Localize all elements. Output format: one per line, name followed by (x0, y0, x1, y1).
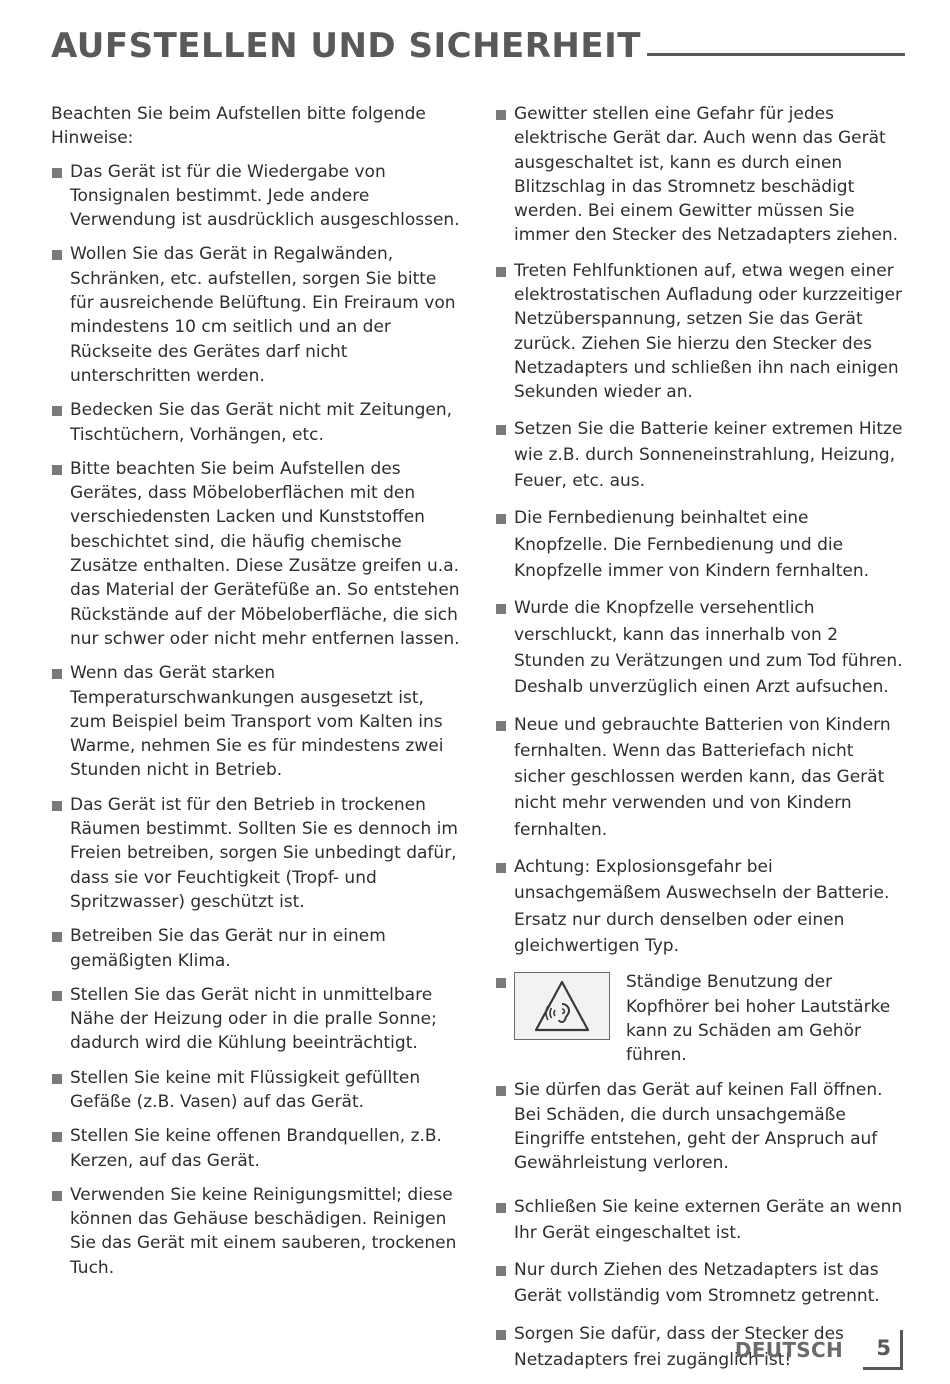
square-bullet-icon (496, 863, 506, 873)
list-item (495, 854, 907, 959)
page-header (51, 20, 905, 66)
list-item (51, 398, 461, 447)
footer-vertical-rule (900, 1330, 903, 1370)
list-item (51, 793, 461, 914)
square-bullet-icon (496, 110, 506, 120)
list-item-text: Sie dürfen das Gerät auf keinen Fall öffnen. Bei Schäden, die durch unsachgemäße Eingriffe entstehen, geht der Anspruch auf Gewährleistung verloren. (514, 1080, 883, 1174)
list-item (495, 416, 907, 495)
hearing-warning-box (514, 972, 610, 1040)
list-item (51, 1183, 461, 1280)
intro-text: Beachten Sie beim Aufstellen bitte folgende Hinweise: (51, 104, 426, 149)
list-item (495, 1194, 907, 1247)
square-bullet-icon (52, 1191, 62, 1201)
footer-language: DEUTSCH (734, 1338, 843, 1362)
list-item-text: Stellen Sie keine mit Flüssigkeit gefüllten Gefäße (z.B. Vasen) auf das Gerät. (70, 1067, 421, 1112)
hearing-damage-warning-icon (532, 978, 592, 1034)
square-bullet-icon (52, 991, 62, 1001)
hearing-warning-item (495, 970, 907, 1067)
list-item-text: Das Gerät ist für den Betrieb in trockenen Räumen bestimmt. Sollten Sie es dennoch im Freien betreiben, sorgen Sie unbedingt dafür, dass sie vor Feuchtigkeit (Tropf- und Spritzwasser) geschützt ist. (70, 794, 458, 912)
list-item-text: Die Fernbedienung beinhaltet eine Knopfzelle. Die Fernbedienung und die Knopfzelle immer von Kindern fernhalten. (514, 508, 870, 582)
list-item (51, 983, 461, 1056)
list-item (495, 259, 907, 405)
footer-horizontal-rule (863, 1367, 903, 1370)
list-item-text: Bitte beachten Sie beim Aufstellen des Gerätes, dass Möbeloberflächen mit den verschiedensten Lacken und Kunststoffen beschichtet sind, die häufig chemische Zusätze enthalten. Diese Zusätze greifen u.a. das Material der Gerätefüße an. So entstehen Rückstände auf der Möbeloberfläche, die sich nur schwer oder nicht mehr entfernen lassen. (70, 458, 460, 649)
square-bullet-icon (496, 425, 506, 435)
list-item-text: Verwenden Sie keine Reinigungsmittel; diese können das Gehäuse beschädigen. Reinigen Sie das Gerät mit einem sauberen, trockenen Tuch. (70, 1184, 457, 1278)
page-footer (700, 1328, 905, 1372)
list-item-text: Schließen Sie keine externen Geräte an wenn Ihr Gerät eingeschaltet ist. (514, 1196, 903, 1243)
list-item (51, 457, 461, 651)
square-bullet-icon (52, 1074, 62, 1084)
list-item-text: Bedecken Sie das Gerät nicht mit Zeitungen, Tischtüchern, Vorhängen, etc. (70, 400, 453, 445)
list-item-text: Wurde die Knopfzelle versehentlich verschluckt, kann das innerhalb von 2 Stunden zu Verätzungen und zum Tod führen. Deshalb unverzüglich einen Arzt aufsuchen. (514, 598, 903, 698)
list-item-text: Treten Fehlfunktionen auf, etwa wegen einer elektrostatischen Aufladung oder kurzzeitiger Netzüberspannung, setzen Sie das Gerät zurück. Ziehen Sie hierzu den Stecker des Netzadapters und schließen ihn nach einigen Sekunden wieder an. (514, 260, 902, 403)
square-bullet-icon (496, 1086, 506, 1096)
square-bullet-icon (52, 932, 62, 942)
list-item (51, 242, 461, 388)
list-item-text: Sorgen Sie dafür, dass der Stecker des Netzadapters frei zugänglich ist! (514, 1323, 844, 1371)
list-item-text: Betreiben Sie das Gerät nur in einem gemäßigten Klima. (70, 926, 386, 971)
left-list (51, 160, 461, 1280)
list-item (495, 102, 907, 248)
list-item (51, 1124, 461, 1173)
square-bullet-icon (52, 406, 62, 416)
square-bullet-icon (52, 168, 62, 178)
list-item-text: Nur durch Ziehen des Netzadapters ist das Gerät vollständig vom Stromnetz getrennt. (514, 1260, 880, 1307)
list-item (495, 712, 907, 843)
title-rule (647, 53, 905, 56)
square-bullet-icon (52, 1132, 62, 1142)
list-item-text: Setzen Sie die Batterie keiner extremen Hitze wie z.B. durch Sonneneinstrahlung, Heizung, Feuer, etc. aus. (514, 418, 903, 492)
list-item-text: Achtung: Explosionsgefahr bei unsachgemäßem Auswechseln der Batterie. Ersatz nur durch denselben oder einen gleichwertigen Typ. (514, 857, 890, 956)
list-item-text: Gewitter stellen eine Gefahr für jedes elektrische Gerät dar. Auch wenn das Gerät ausgeschaltet ist, kann es durch einen Blitzschlag in das Stromnetz beschädigt werden. Bei einem Gewitter müssen Sie immer den Stecker des Netzadapters ziehen. (514, 104, 899, 246)
square-bullet-icon (496, 1203, 506, 1213)
list-item (495, 1078, 907, 1175)
list-item (495, 595, 907, 700)
list-item (495, 505, 907, 584)
right-column (495, 102, 907, 1384)
square-bullet-icon (52, 465, 62, 475)
list-item (495, 1257, 907, 1310)
square-bullet-icon (52, 801, 62, 811)
square-bullet-icon (496, 721, 506, 731)
square-bullet-icon (496, 1330, 506, 1340)
list-item-text: Wollen Sie das Gerät in Regalwänden, Schränken, etc. aufstellen, sorgen Sie bitte für ausreichende Belüftung. Ein Freiraum von mindestens 10 cm seitlich und an der Rückseite des Gerätes darf nicht unterschritten werden. (70, 244, 456, 386)
page-title: AUFSTELLEN UND SICHERHEIT (51, 26, 641, 66)
list-item (51, 160, 461, 233)
square-bullet-icon (496, 267, 506, 277)
list-item-text: Das Gerät ist für die Wiedergabe von Tonsignalen bestimmt. Jede andere Verwendung ist ausdrücklich ausgeschlossen. (70, 161, 460, 231)
list-item-text: Neue und gebrauchte Batterien von Kindern fernhalten. Wenn das Batteriefach nicht sicher geschlossen werden kann, das Gerät nicht mehr verwenden und von Kindern fernhalten. (514, 714, 891, 840)
list-item-text: Stellen Sie das Gerät nicht in unmittelbare Nähe der Heizung oder in die pralle Sonne; dadurch wird die Kühlung beeinträchtigt. (70, 984, 437, 1054)
right-list (495, 102, 907, 1373)
left-column (51, 102, 461, 1290)
hearing-warning-text: Ständige Benutzung der Kopfhörer bei hoher Lautstärke kann zu Schäden am Gehör führen. (626, 972, 891, 1066)
list-item-text: Stellen Sie keine offenen Brandquellen, z.B. Kerzen, auf das Gerät. (70, 1126, 442, 1171)
square-bullet-icon (496, 514, 506, 524)
list-item-text: Wenn das Gerät starken Temperaturschwankungen ausgesetzt ist, zum Beispiel beim Transport vom Kalten ins Warme, nehmen Sie es für mindestens zwei Stunden nicht in Betrieb. (70, 663, 444, 781)
square-bullet-icon (496, 604, 506, 614)
square-bullet-icon (52, 250, 62, 260)
square-bullet-icon (52, 669, 62, 679)
list-item (51, 1066, 461, 1115)
page-number: 5 (876, 1336, 891, 1360)
square-bullet-icon (496, 978, 506, 988)
list-item (51, 924, 461, 973)
square-bullet-icon (496, 1266, 506, 1276)
list-item (51, 661, 461, 782)
